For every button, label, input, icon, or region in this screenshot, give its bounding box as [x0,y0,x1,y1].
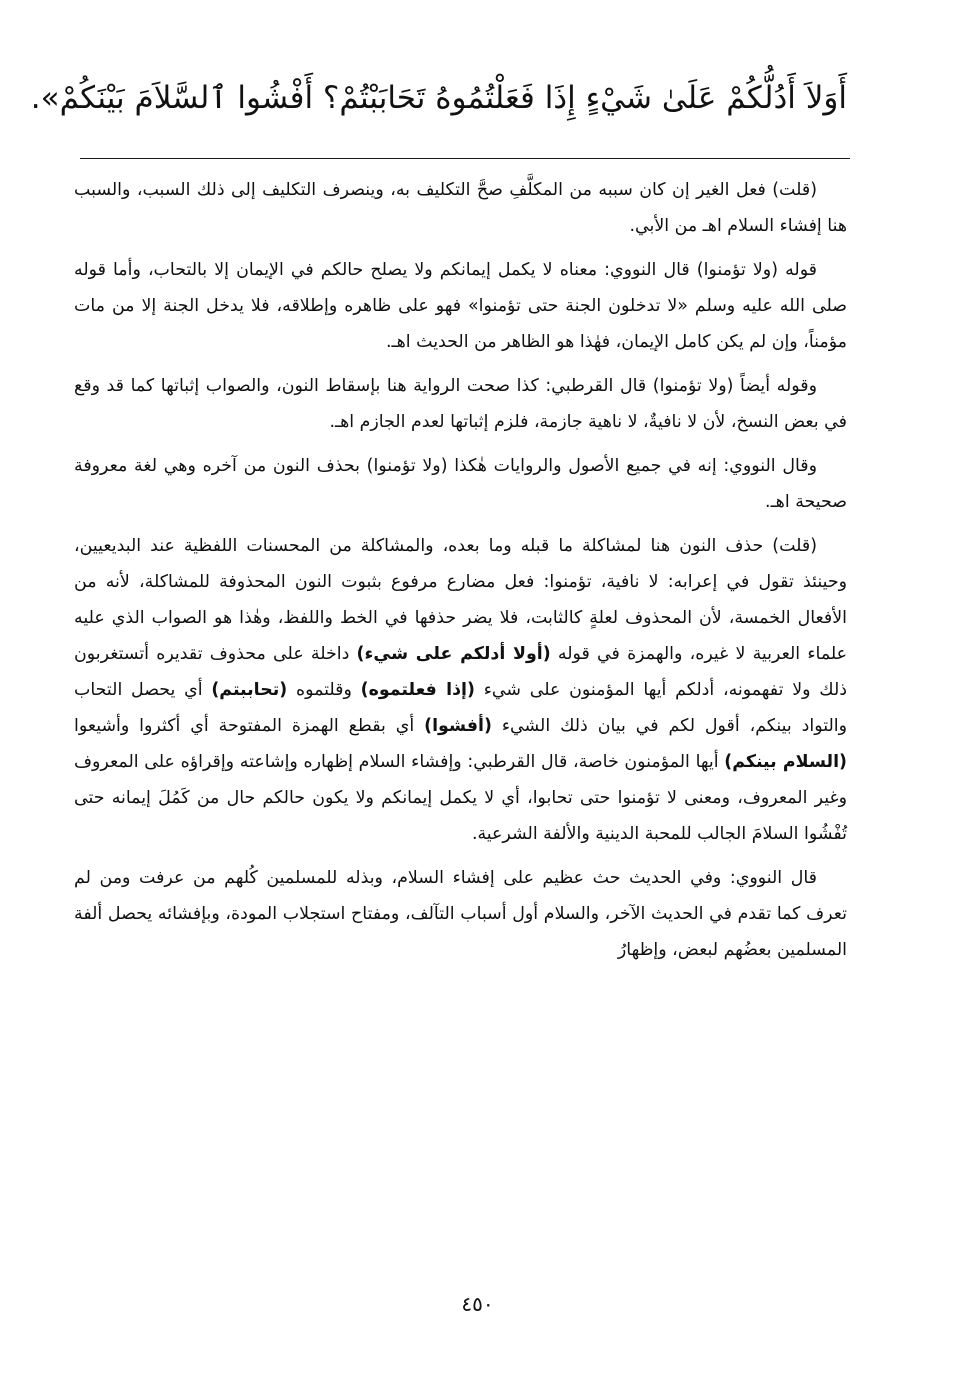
paragraph-5-bold-1: (أولا أدلكم على شيء) [356,644,551,664]
paragraph-5-text-2: داخلة على محذوف تقديره أتستغربون ذلك ولا تفهمونه، أدلكم أيها المؤمنون على شيء [74,644,848,700]
paragraph-4: وقال النووي: إنه في جميع الأصول والروايات هٰكذا (ولا تؤمنوا) بحذف النون من آخره وهي لغة معروفة صحيحة اهـ. [74,456,847,512]
paragraph-5 [74,528,847,852]
paragraph-5-text-4: أي يحصل التحاب والتواد بينكم، أقول لكم في بيان ذلك الشيء [74,680,847,736]
paragraph-5-bold-4: (أفشوا) [424,716,492,736]
paragraph-5-text-6: أيها المؤمنون خاصة، قال القرطبي: وإفشاء السلام إظهاره وإشاعته وإقراؤه على المعروف وغير المعروف، ومعنى لا تؤمنوا حتى تحابوا، أي لا يكمل إيمانكم ولا يكون حالكم حال من كَمُلَ إيمانه حتى تُفْشُوا السلامَ الجالب للمحبة الدينية والألفة الشرعية. [74,752,847,844]
paragraph-1: (قلت) فعل الغير إن كان سببه من المكلَّفِ صحَّ التكليف به، وينصرف التكليف إلى ذلك السبب، والسبب هنا إفشاء السلام اهـ من الأبي. [74,180,847,236]
paragraph-5-text-1: (قلت) حذف النون هنا لمشاكلة ما قبله وما بعده، والمشاكلة من المحسنات اللفظية عند البديعيين، وحينئذ تقول في إعرابه: لا نافية، تؤمنوا: فعل مضارع مرفوع بثبوت النون المحذوفة للمشاكلة، لأنه من الأفعال الخمسة، لأن المحذوف لعلةٍ كالثابت، فلا يضر حذفها في الخط واللفظ، وهٰذا هو الصواب الذي عليه علماء العربية لا غيره، والهمزة في قوله [74,536,848,664]
page-number: ٤٥٠ [461,1292,494,1316]
paragraph-5-bold-3: (تحاببتم) [211,680,288,700]
paragraph-5-text-3: وقلتموه [287,680,361,700]
commentary-body [74,172,847,1272]
paragraph-5-text-5: أي بقطع الهمزة المفتوحة أي أكثروا وأشيعوا [74,716,425,736]
paragraph-6: قال النووي: وفي الحديث حث عظيم على إفشاء السلام، وبذله للمسلمين كُلهم من عرفت ومن لم تعرف كما تقدم في الحديث الآخر، والسلام أول أسباب التآلف، ومفتاح استجلاب المودة، وبإفشائه يحصل ألفة المسلمين بعضُهم لبعض، وإظهارُ [74,868,847,960]
hadith-text-line: أَوَلاَ أَدُلُّكُمْ عَلَىٰ شَيْءٍ إِذَا فَعَلْتُمُوهُ تَحَابَبْتُمْ؟ أَفْشُوا ٱلسَّلاَمَ بَيْنَكُمْ». [30,80,847,116]
paragraph-3: وقوله أيضاً (ولا تؤمنوا) قال القرطبي: كذا صحت الرواية هنا بإسقاط النون، والصواب إثباتها كما قد وقع في بعض النسخ، لأن لا نافيةٌ، لا ناهية جازمة، فلزم إثباتها لعدم الجازم اهـ. [74,376,847,432]
separator-rule [80,158,850,159]
paragraph-5-bold-5: (السلام بينكم) [724,752,847,772]
paragraph-2: قوله (ولا تؤمنوا) قال النووي: معناه لا يكمل إيمانكم ولا يصلح حالكم في الإيمان إلا بالتحاب، وأما قوله صلى الله عليه وسلم «لا تدخلون الجنة حتى تؤمنوا» فهو على ظاهره وإطلاقه، فلا يدخل الجنة إلا من مات مؤمناً، وإن لم يكن كامل الإيمان، فهٰذا هو الظاهر من الحديث اهـ. [74,260,847,352]
paragraph-5-bold-2: (إذا فعلتموه) [360,680,475,700]
